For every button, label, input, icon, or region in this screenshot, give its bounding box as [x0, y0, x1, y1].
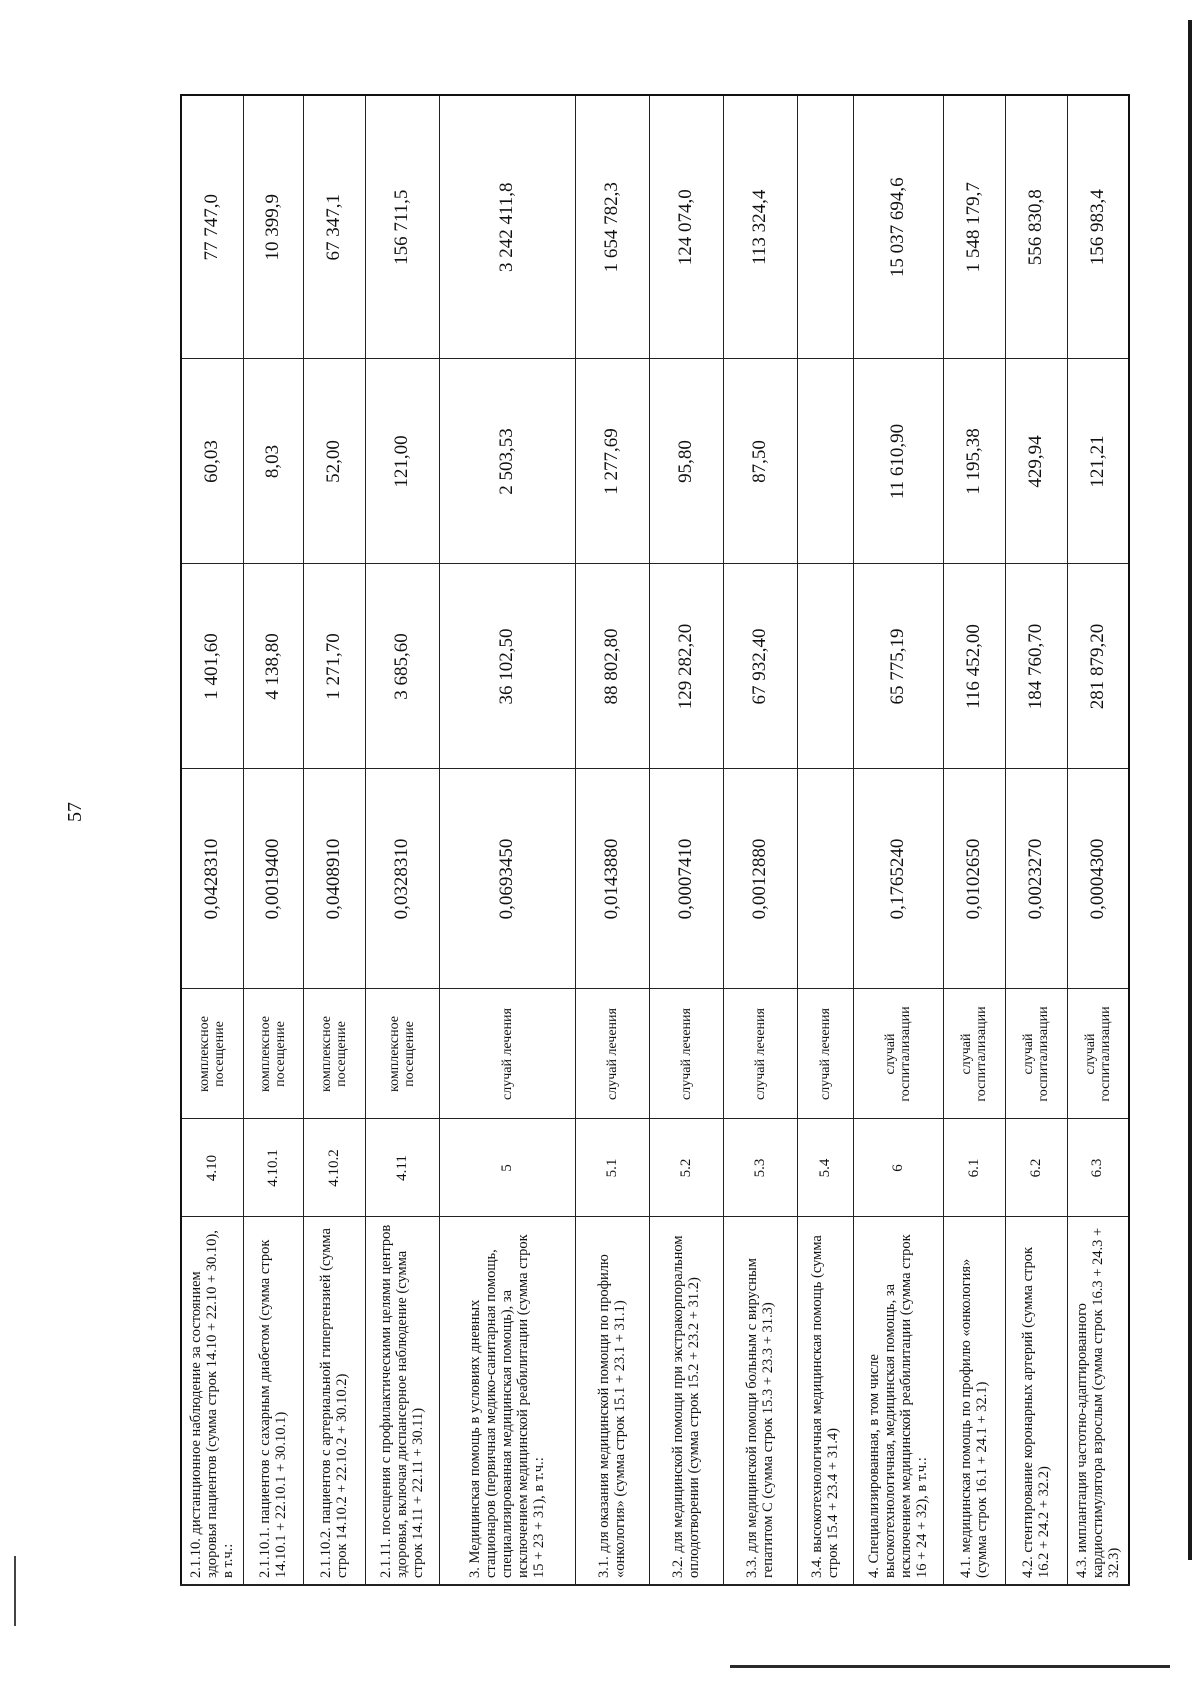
- table-row: [797, 95, 853, 1585]
- row-name: 4. Специализированная, в том числе высокотехнологичная, медицинская помощь, за исключением медицинской реабилитации (сумма строк 16 + 24 + 32), в т.ч.:: [853, 1217, 943, 1585]
- row-number: 6: [853, 1119, 943, 1217]
- unit-of-measure: случай госпитализации: [853, 989, 943, 1119]
- row-name: 2.1.10.1. пациентов с сахарным диабетом (сумма строк 14.10.1 + 22.10.1 + 30.10.1): [243, 1217, 303, 1585]
- row-name: 3.4. высокотехнологичная медицинская помощь (сумма строк 15.4 + 23.4 + 31.4): [797, 1217, 853, 1585]
- unit-of-measure: случай госпитализации: [1005, 989, 1067, 1119]
- cost-value: 67 932,40: [723, 564, 797, 769]
- page-number: 57: [64, 802, 86, 822]
- table-row: [181, 95, 243, 1585]
- unit-of-measure: случай лечения: [649, 989, 723, 1119]
- unit-of-measure: комплексное посещение: [365, 989, 439, 1119]
- table-row: [723, 95, 797, 1585]
- cost-value: 129 282,20: [649, 564, 723, 769]
- row-number: 6.2: [1005, 1119, 1067, 1217]
- row-number: 4.10.1: [243, 1119, 303, 1217]
- total-value: [797, 95, 853, 359]
- per-capita-value: 87,50: [723, 359, 797, 564]
- per-capita-value: 2 503,53: [439, 359, 575, 564]
- norm-value: 0,0143880: [575, 769, 649, 989]
- cost-value: 1 271,70: [303, 564, 365, 769]
- per-capita-value: 121,00: [365, 359, 439, 564]
- unit-of-measure: комплексное посещение: [243, 989, 303, 1119]
- unit-of-measure: комплексное посещение: [181, 989, 243, 1119]
- row-number: 4.11: [365, 1119, 439, 1217]
- row-name: 4.3. имплантация частотно-адаптированного кардиостимулятора взрослым (сумма строк 16.3 + 24.3 + 32.3): [1067, 1217, 1129, 1585]
- table-row: [1067, 95, 1129, 1585]
- per-capita-value: [797, 359, 853, 564]
- table-row: [853, 95, 943, 1585]
- row-number: 5.4: [797, 1119, 853, 1217]
- row-number: 5: [439, 1119, 575, 1217]
- row-name: 4.2. стентирование коронарных артерий (сумма строк 16.2 + 24.2 + 32.2): [1005, 1217, 1067, 1585]
- cost-value: 281 879,20: [1067, 564, 1129, 769]
- unit-of-measure: случай лечения: [797, 989, 853, 1119]
- row-name: 2.1.10. дистанционное наблюдение за состоянием здоровья пациентов (сумма строк 14.10 + 22.10 + 30.10), в т.ч.:: [181, 1217, 243, 1585]
- norm-value: 0,0408910: [303, 769, 365, 989]
- table-row: [649, 95, 723, 1585]
- cost-value: 88 802,80: [575, 564, 649, 769]
- row-number: 5.2: [649, 1119, 723, 1217]
- row-name: 3.1. для оказания медицинской помощи по профилю «онкология» (сумма строк 15.1 + 23.1 + 31.1): [575, 1217, 649, 1585]
- total-value: 1 548 179,7: [943, 95, 1005, 359]
- per-capita-value: 8,03: [243, 359, 303, 564]
- table-body: [181, 95, 1129, 1585]
- total-value: 156 983,4: [1067, 95, 1129, 359]
- total-value: 10 399,9: [243, 95, 303, 359]
- norm-value: 0,0693450: [439, 769, 575, 989]
- norm-value: 0,0328310: [365, 769, 439, 989]
- norm-value: 0,0012880: [723, 769, 797, 989]
- row-number: 5.3: [723, 1119, 797, 1217]
- cost-value: 184 760,70: [1005, 564, 1067, 769]
- row-name: 3.2. для медицинской помощи при экстракорпоральном оплодотворении (сумма строк 15.2 + 23.2 + 31.2): [649, 1217, 723, 1585]
- total-value: 77 747,0: [181, 95, 243, 359]
- unit-of-measure: случай лечения: [439, 989, 575, 1119]
- per-capita-value: 60,03: [181, 359, 243, 564]
- scan-edge-bottom: [730, 1665, 1170, 1668]
- financing-table: [180, 94, 1130, 1586]
- unit-of-measure: комплексное посещение: [303, 989, 365, 1119]
- total-value: 3 242 411,8: [439, 95, 575, 359]
- norm-value: 0,0019400: [243, 769, 303, 989]
- total-value: 1 654 782,3: [575, 95, 649, 359]
- table-row: [365, 95, 439, 1585]
- unit-of-measure: случай лечения: [723, 989, 797, 1119]
- unit-of-measure: случай лечения: [575, 989, 649, 1119]
- norm-value: 0,0004300: [1067, 769, 1129, 989]
- per-capita-value: 95,80: [649, 359, 723, 564]
- total-value: 113 324,4: [723, 95, 797, 359]
- row-number: 6.3: [1067, 1119, 1129, 1217]
- row-name: 3.3. для медицинской помощи больным с вирусным гепатитом С (сумма строк 15.3 + 23.3 + 31.3): [723, 1217, 797, 1585]
- row-name: 4.1. медицинская помощь по профилю «онкология» (сумма строк 16.1 + 24.1 + 32.1): [943, 1217, 1005, 1585]
- per-capita-value: 1 195,38: [943, 359, 1005, 564]
- table-row: [439, 95, 575, 1585]
- total-value: 156 711,5: [365, 95, 439, 359]
- row-name: 3. Медицинская помощь в условиях дневных стационаров (первичная медико-санитарная помощь, специализированная медицинская помощь), за исключением медицинской реабилитации (сумма строк 15 + 23 + 31), в т.ч.:: [439, 1217, 575, 1585]
- per-capita-value: 52,00: [303, 359, 365, 564]
- scan-tick: [14, 1556, 16, 1626]
- cost-value: 65 775,19: [853, 564, 943, 769]
- norm-value: 0,0428310: [181, 769, 243, 989]
- table-row: [303, 95, 365, 1585]
- scan-edge-right: [1188, 20, 1192, 1560]
- cost-value: [797, 564, 853, 769]
- row-number: 4.10.2: [303, 1119, 365, 1217]
- row-number: 4.10: [181, 1119, 243, 1217]
- norm-value: [797, 769, 853, 989]
- cost-value: 3 685,60: [365, 564, 439, 769]
- total-value: 124 074,0: [649, 95, 723, 359]
- per-capita-value: 1 277,69: [575, 359, 649, 564]
- cost-value: 4 138,80: [243, 564, 303, 769]
- rotated-table-container: [180, 96, 1122, 1586]
- per-capita-value: 11 610,90: [853, 359, 943, 564]
- total-value: 67 347,1: [303, 95, 365, 359]
- total-value: 15 037 694,6: [853, 95, 943, 359]
- norm-value: 0,0102650: [943, 769, 1005, 989]
- per-capita-value: 429,94: [1005, 359, 1067, 564]
- table-row: [575, 95, 649, 1585]
- norm-value: 0,1765240: [853, 769, 943, 989]
- table-row: [1005, 95, 1067, 1585]
- per-capita-value: 121,21: [1067, 359, 1129, 564]
- row-number: 5.1: [575, 1119, 649, 1217]
- cost-value: 1 401,60: [181, 564, 243, 769]
- row-name: 2.1.10.2. пациентов с артериальной гипертензией (сумма строк 14.10.2 + 22.10.2 + 30.10.2): [303, 1217, 365, 1585]
- norm-value: 0,0007410: [649, 769, 723, 989]
- total-value: 556 830,8: [1005, 95, 1067, 359]
- row-name: 2.1.11. посещения с профилактическими целями центров здоровья, включая диспансерное наблюдение (сумма строк 14.11 + 22.11 + 30.11): [365, 1217, 439, 1585]
- unit-of-measure: случай госпитализации: [1067, 989, 1129, 1119]
- cost-value: 116 452,00: [943, 564, 1005, 769]
- unit-of-measure: случай госпитализации: [943, 989, 1005, 1119]
- norm-value: 0,0023270: [1005, 769, 1067, 989]
- table-row: [243, 95, 303, 1585]
- table-row: [943, 95, 1005, 1585]
- row-number: 6.1: [943, 1119, 1005, 1217]
- cost-value: 36 102,50: [439, 564, 575, 769]
